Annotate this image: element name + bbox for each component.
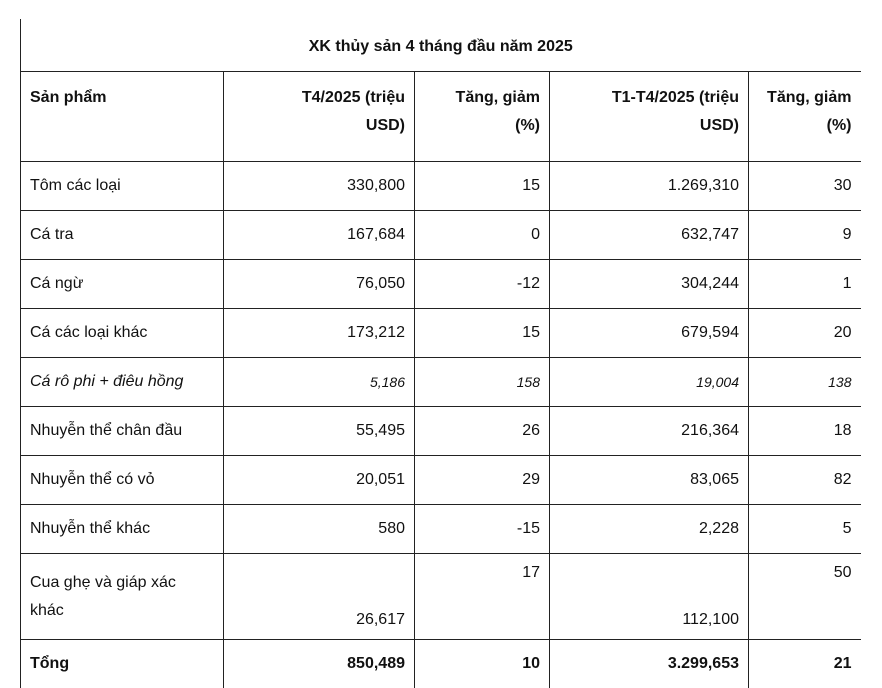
row-change-ytd: 9: [749, 211, 861, 260]
seafood-export-table: [20, 19, 861, 688]
row-name: Cá các loại khác: [21, 309, 224, 358]
row-t4: 76,050: [224, 260, 415, 309]
row-ytd: 1.269,310: [550, 162, 749, 211]
table-row: [21, 309, 861, 358]
table-title: XK thủy sản 4 tháng đầu năm 2025: [21, 19, 861, 72]
table-row: [21, 358, 861, 407]
row-change-t4: 26: [415, 407, 550, 456]
total-change-t4: 10: [415, 640, 550, 688]
header-ytd-change: Tăng, giảm (%): [749, 72, 861, 162]
row-change-t4: 17: [415, 554, 550, 640]
row-change-ytd: 30: [749, 162, 861, 211]
header-row: [21, 72, 861, 162]
total-name: Tổng: [21, 640, 224, 688]
row-change-ytd: 50: [749, 554, 861, 640]
row-change-t4: 15: [415, 162, 550, 211]
row-t4: 26,617: [224, 554, 415, 640]
row-ytd: 19,004: [550, 358, 749, 407]
row-t4: 167,684: [224, 211, 415, 260]
row-name: Nhuyễn thể khác: [21, 505, 224, 554]
row-t4: 173,212: [224, 309, 415, 358]
table-row: [21, 505, 861, 554]
row-ytd: 216,364: [550, 407, 749, 456]
row-name: Nhuyễn thể có vỏ: [21, 456, 224, 505]
row-name: Cá tra: [21, 211, 224, 260]
table-row: [21, 162, 861, 211]
table-row: [21, 260, 861, 309]
row-change-ytd: 82: [749, 456, 861, 505]
row-change-ytd: 138: [749, 358, 861, 407]
row-ytd: 83,065: [550, 456, 749, 505]
row-t4: 55,495: [224, 407, 415, 456]
row-ytd: 632,747: [550, 211, 749, 260]
row-change-t4: 29: [415, 456, 550, 505]
row-t4: 330,800: [224, 162, 415, 211]
table-row: [21, 407, 861, 456]
row-ytd: 679,594: [550, 309, 749, 358]
header-ytd-value: T1-T4/2025 (triệu USD): [550, 72, 749, 162]
total-t4: 850,489: [224, 640, 415, 688]
header-t4-value: T4/2025 (triệu USD): [224, 72, 415, 162]
row-ytd: 2,228: [550, 505, 749, 554]
total-row: [21, 640, 861, 688]
row-name: Cua ghẹ và giáp xác khác: [21, 554, 224, 640]
row-change-t4: -12: [415, 260, 550, 309]
row-t4: 580: [224, 505, 415, 554]
row-change-ytd: 20: [749, 309, 861, 358]
row-t4: 5,186: [224, 358, 415, 407]
header-product: Sản phẩm: [21, 72, 224, 162]
total-ytd: 3.299,653: [550, 640, 749, 688]
row-change-ytd: 5: [749, 505, 861, 554]
row-change-t4: 15: [415, 309, 550, 358]
row-name: Tôm các loại: [21, 162, 224, 211]
row-name: Cá rô phi + điêu hồng: [21, 358, 224, 407]
row-change-t4: 158: [415, 358, 550, 407]
table-title-row: [21, 19, 861, 72]
row-change-t4: -15: [415, 505, 550, 554]
table-row: [21, 554, 861, 640]
table-row: [21, 456, 861, 505]
row-change-ytd: 18: [749, 407, 861, 456]
row-change-t4: 0: [415, 211, 550, 260]
row-name: Nhuyễn thể chân đầu: [21, 407, 224, 456]
header-t4-change: Tăng, giảm (%): [415, 72, 550, 162]
row-ytd: 304,244: [550, 260, 749, 309]
row-t4: 20,051: [224, 456, 415, 505]
total-change-ytd: 21: [749, 640, 861, 688]
row-ytd: 112,100: [550, 554, 749, 640]
row-name: Cá ngừ: [21, 260, 224, 309]
table-row: [21, 211, 861, 260]
row-change-ytd: 1: [749, 260, 861, 309]
